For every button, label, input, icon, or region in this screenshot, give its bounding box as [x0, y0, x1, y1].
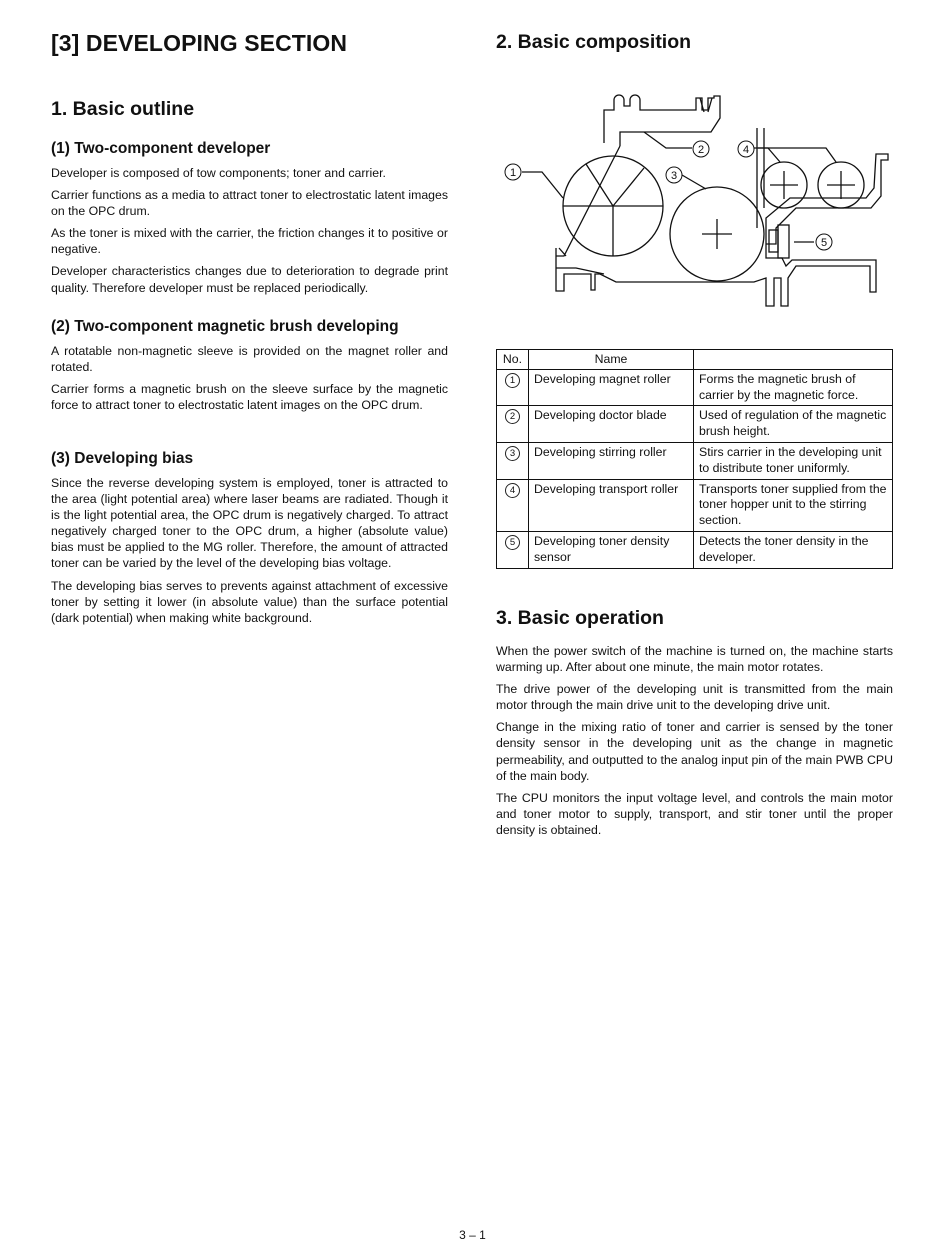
table-row: [497, 479, 893, 531]
callout-5: 5: [820, 237, 828, 249]
part-description: Used of regulation of the magnetic brush height.: [694, 406, 893, 443]
paragraph: Since the reverse developing system is employed, toner is attracted to the area (light potential area) where laser beams are radiated. Though it is the light potential area, the OPC drum is negatively charged. To attract negatively charged toner to the OPC drum, a higher (absolute value) bias must be applied to the MG roller. Therefore, the amount of attracted toner can be varied by the level of the developing bias voltage.: [51, 476, 448, 571]
basic-composition-heading: 2. Basic composition: [496, 31, 692, 53]
basic-outline-heading: 1. Basic outline: [51, 98, 195, 120]
paragraph: Carrier functions as a media to attract toner to electrostatic latent images on the OPC drum.: [51, 188, 448, 219]
callout-4: 4: [742, 144, 750, 156]
developing-unit-diagram: [496, 88, 893, 308]
table-row: [497, 531, 893, 568]
row-number: 3: [505, 446, 520, 461]
callout-3: 3: [670, 170, 678, 182]
paragraph: The CPU monitors the input voltage level, and controls the main motor and toner motor to supply, transport, and stir toner until the proper density is obtained.: [496, 790, 893, 837]
part-description: Transports toner supplied from the toner hopper unit to the stirring section.: [694, 479, 893, 531]
developing-bias-text: [51, 475, 448, 632]
part-description: Detects the toner density in the developer.: [694, 531, 893, 568]
part-name: Developing doctor blade: [529, 406, 694, 443]
basic-operation-heading: 3. Basic operation: [496, 607, 664, 629]
basic-operation-text: [496, 643, 893, 844]
part-name: Developing transport roller: [529, 479, 694, 531]
row-number: 5: [505, 535, 520, 550]
header-description: [694, 350, 893, 370]
part-name: Developing stirring roller: [529, 442, 694, 479]
table-row: [497, 369, 893, 406]
table-row: [497, 406, 893, 443]
page-number: 3 – 1: [459, 1228, 486, 1242]
callout-2: 2: [697, 144, 705, 156]
part-name: Developing magnet roller: [529, 369, 694, 406]
two-component-developer-heading: (1) Two-component developer: [51, 140, 271, 157]
part-description: Forms the magnetic brush of carrier by the magnetic force.: [694, 369, 893, 406]
parts-table: [496, 349, 893, 569]
paragraph: Developer is composed of tow components; toner and carrier.: [51, 166, 386, 180]
paragraph: Change in the mixing ratio of toner and carrier is sensed by the toner density sensor in the developing unit as the change in magnetic permeability, and outputted to the analog input pin of the main PWB CPU of the main body.: [496, 720, 893, 783]
paragraph: The developing bias serves to prevents against attachment of excessive toner by setting it lower (in absolute value) than the surface potential (dark potential) when making white background.: [51, 578, 448, 625]
part-description: Stirs carrier in the developing unit to distribute toner uniformly.: [694, 442, 893, 479]
two-component-developer-text: [51, 165, 448, 302]
header-name: Name: [529, 350, 694, 370]
table-row: [497, 442, 893, 479]
developing-bias-heading: (3) Developing bias: [51, 450, 194, 467]
paragraph: The drive power of the developing unit is transmitted from the main motor through the main drive unit to the developing drive unit.: [496, 682, 893, 713]
paragraph: As the toner is mixed with the carrier, the friction changes it to positive or negative.: [51, 226, 448, 257]
paragraph: A rotatable non-magnetic sleeve is provided on the magnet roller and rotated.: [51, 344, 448, 375]
row-number: 2: [505, 409, 520, 424]
paragraph: When the power switch of the machine is turned on, the machine starts warming up. After about one minute, the main motor rotates.: [496, 644, 893, 675]
part-name: Developing toner density sensor: [529, 531, 694, 568]
row-number: 1: [505, 373, 520, 388]
header-no: No.: [497, 350, 529, 370]
page-title: [3] DEVELOPING SECTION: [51, 30, 348, 56]
paragraph: Developer characteristics changes due to deterioration to degrade print quality. Therefore developer must be replaced periodically.: [51, 264, 448, 295]
callout-1: 1: [509, 167, 517, 179]
table-header-row: [497, 350, 893, 370]
magnetic-brush-developing-heading: (2) Two-component magnetic brush developing: [51, 318, 399, 335]
row-number: 4: [505, 483, 520, 498]
paragraph: Carrier forms a magnetic brush on the sleeve surface by the magnetic force to attract toner to electrostatic latent images on the OPC drum.: [51, 382, 448, 413]
magnetic-brush-developing-text: [51, 343, 448, 419]
